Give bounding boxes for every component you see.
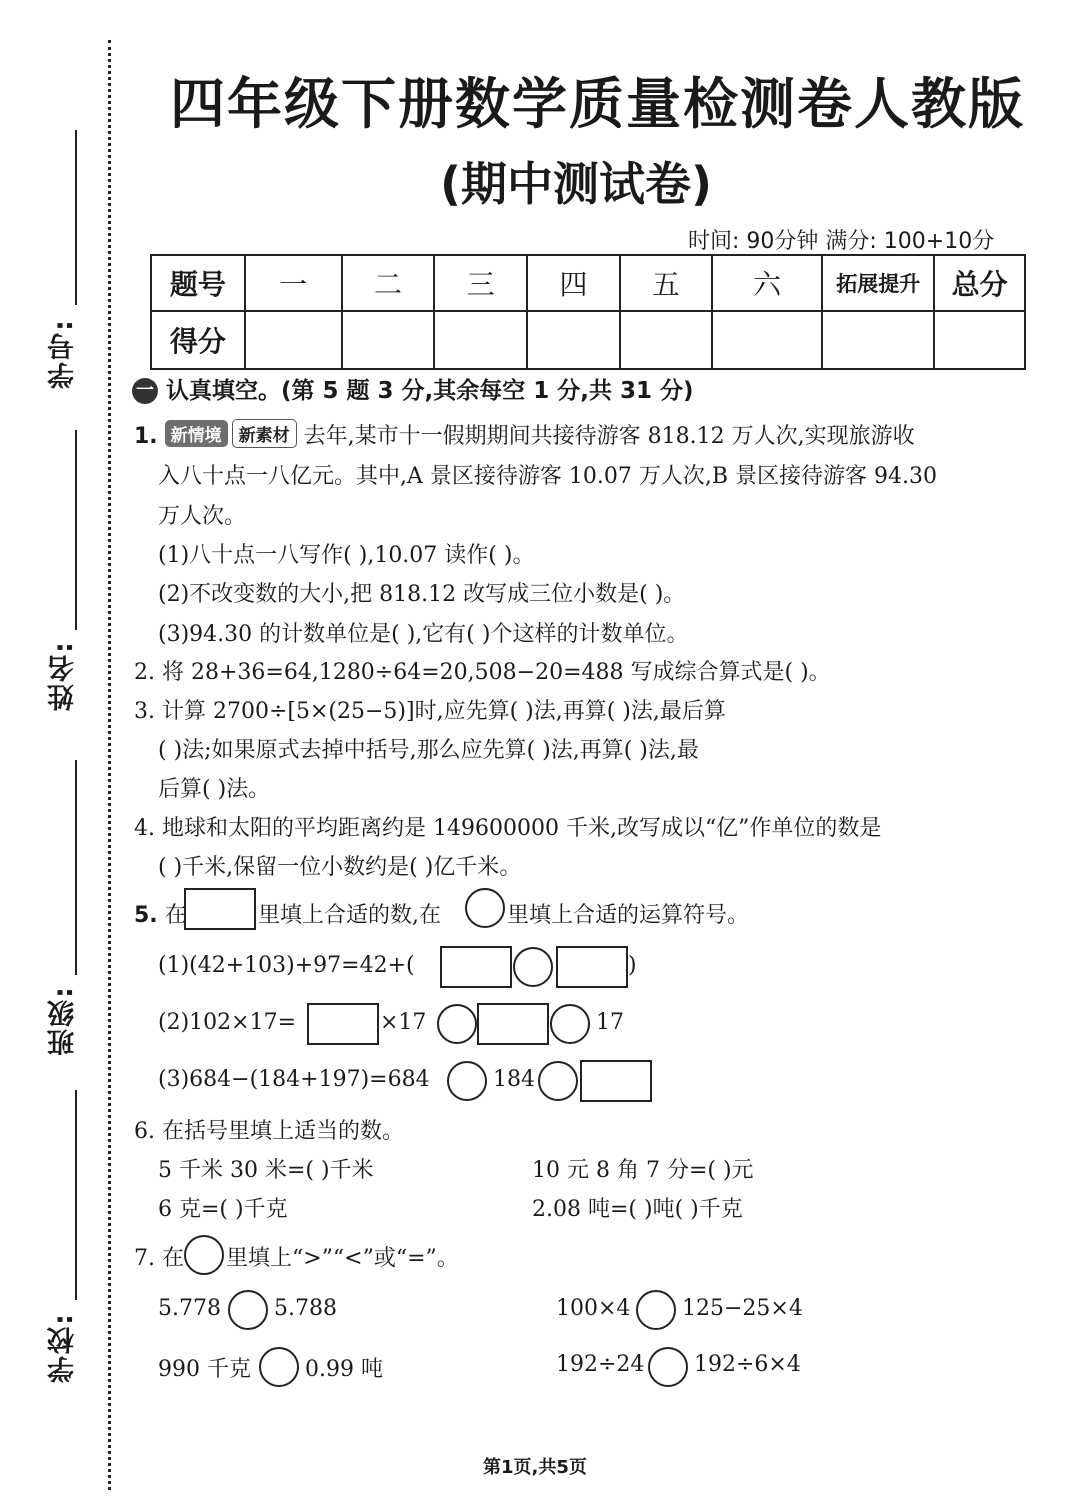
sample-operator-circle [465,888,505,928]
question-5-eq3-mid: 184 [493,1067,535,1092]
question-1-line1 [134,419,915,450]
question-4-line2[interactable]: ( )千米,保留一位小数约是( )亿千米。 [158,855,522,880]
question-5-eq2-tail: 17 [596,1010,624,1035]
compare-left: 5.778 [158,1296,221,1321]
question-6-c[interactable]: 6 克=( )千克 [158,1197,288,1222]
exam-meta: 时间: 90分钟 满分: 100+10分 [688,229,995,254]
question-3-line2[interactable]: ( )法;如果原式去掉中括号,那么应先算( )法,再算( )法,最 [158,738,699,763]
question-4-line1: 4. 地球和太阳的平均距离约是 149600000 千米,改写成以“亿”作单位的数是 [134,816,882,841]
compare-right: 5.788 [274,1296,337,1321]
sample-number-box [184,888,256,930]
score-header-cell: 二 [342,255,435,311]
compare-circle[interactable] [228,1290,268,1330]
question-1-sub2[interactable]: (2)不改变数的大小,把 818.12 改写成三位小数是( )。 [158,582,686,607]
question-5-eq1: (1)(42+103)+97=42+( [158,953,415,978]
class-line[interactable] [75,760,77,975]
answer-box[interactable] [477,1003,549,1045]
score-cell[interactable] [620,311,712,369]
question-5-eq2-times: ×17 [380,1010,427,1035]
question-5-text-c: 里填上合适的运算符号。 [507,903,750,928]
score-header-cell: 三 [434,255,527,311]
score-header-cell: 一 [245,255,342,311]
question-5-eq2: (2)102×17= [158,1010,297,1035]
school-line[interactable] [75,1090,77,1300]
binding-dotted-line [108,40,111,1490]
question-6-d[interactable]: 2.08 吨=( )吨( )千克 [532,1197,743,1222]
answer-box[interactable] [307,1003,379,1045]
question-1-line3: 万人次。 [158,504,247,529]
name-label: 姓名: [48,640,79,711]
score-header-cell: 题号 [151,255,245,311]
section-title: 认真填空。(第 5 题 3 分,其余每空 1 分,共 31 分) [166,378,694,404]
compare-circle[interactable] [636,1290,676,1330]
question-3-line1[interactable]: 3. 计算 2700÷[5×(25−5)]时,应先算( )法,再算( )法,最后算 [134,699,726,724]
answer-box[interactable] [556,946,628,988]
score-cell[interactable] [342,311,435,369]
student-id-line[interactable] [75,130,77,305]
score-cell[interactable] [527,311,620,369]
new-context-tag: 新情境 [165,420,228,447]
compare-left: 100×4 [556,1296,631,1321]
compare-circle[interactable] [648,1347,688,1387]
question-5-num [134,898,187,929]
section-number-badge: 一 [132,378,158,404]
student-id-label: 学号: [48,318,79,389]
answer-circle[interactable] [550,1004,590,1044]
score-header-cell: 五 [620,255,712,311]
score-cell[interactable] [434,311,527,369]
score-cell[interactable] [934,311,1025,369]
answer-circle[interactable] [447,1061,487,1101]
score-cell[interactable] [245,311,342,369]
score-header-cell: 四 [527,255,620,311]
page-title: 四年级下册数学质量检测卷人教版 [170,72,1026,136]
question-5-eq1-close: ) [628,953,637,978]
score-header-cell: 总分 [934,255,1025,311]
question-5-text-b: 里填上合适的数,在 [258,903,441,928]
compare-left: 192÷24 [556,1352,645,1377]
compare-circle[interactable] [259,1347,299,1387]
question-1-line2: 入八十点一八亿元。其中,A 景区接待游客 10.07 万人次,B 景区接待游客 94.30 [158,464,937,489]
answer-circle[interactable] [538,1061,578,1101]
question-3-line3[interactable]: 后算( )法。 [158,777,271,802]
question-1-sub3[interactable]: (3)94.30 的计数单位是( ),它有( )个这样的计数单位。 [158,622,689,647]
question-6-a[interactable]: 5 千米 30 米=( )千米 [158,1158,374,1183]
page-subtitle: (期中测试卷) [440,157,713,211]
score-header-cell: 六 [712,255,823,311]
question-1-sub1[interactable]: (1)八十点一八写作( ),10.07 读作( )。 [158,543,535,568]
question-number: 1. [134,424,158,449]
score-cell[interactable] [822,311,934,369]
section-heading [132,372,694,405]
score-header-cell: 拓展提升 [822,255,934,311]
new-material-tag: 新素材 [232,419,297,448]
score-table [150,254,1026,370]
question-7-a: 7. 在 [134,1246,184,1271]
question-text: 在 [164,903,187,928]
question-text: 去年,某市十一假期期间共接待游客 818.12 万人次,实现旅游收 [303,424,915,449]
question-number: 5. [134,903,158,928]
question-7-b: 里填上“>”“<”或“=”。 [226,1246,459,1271]
answer-circle[interactable] [437,1004,477,1044]
score-row-label: 得分 [151,311,245,369]
answer-circle[interactable] [513,947,553,987]
school-label: 学校: [48,1312,79,1383]
question-6-title: 6. 在括号里填上适当的数。 [134,1119,404,1144]
compare-right: 125−25×4 [682,1296,803,1321]
question-2[interactable]: 2. 将 28+36=64,1280÷64=20,508−20=488 写成综合算式是( )。 [134,660,831,685]
answer-box[interactable] [440,946,512,988]
compare-left: 990 千克 [158,1357,251,1382]
class-label: 班级: [48,985,79,1056]
question-6-b[interactable]: 10 元 8 角 7 分=( )元 [532,1158,754,1183]
page-footer: 第1页,共5页 [483,1457,587,1478]
score-cell[interactable] [712,311,823,369]
sample-compare-circle [184,1235,224,1275]
question-5-eq3: (3)684−(184+197)=684 [158,1067,430,1092]
compare-right: 192÷6×4 [694,1352,801,1377]
answer-box[interactable] [580,1060,652,1102]
compare-right: 0.99 吨 [305,1357,383,1382]
name-line[interactable] [75,430,77,630]
